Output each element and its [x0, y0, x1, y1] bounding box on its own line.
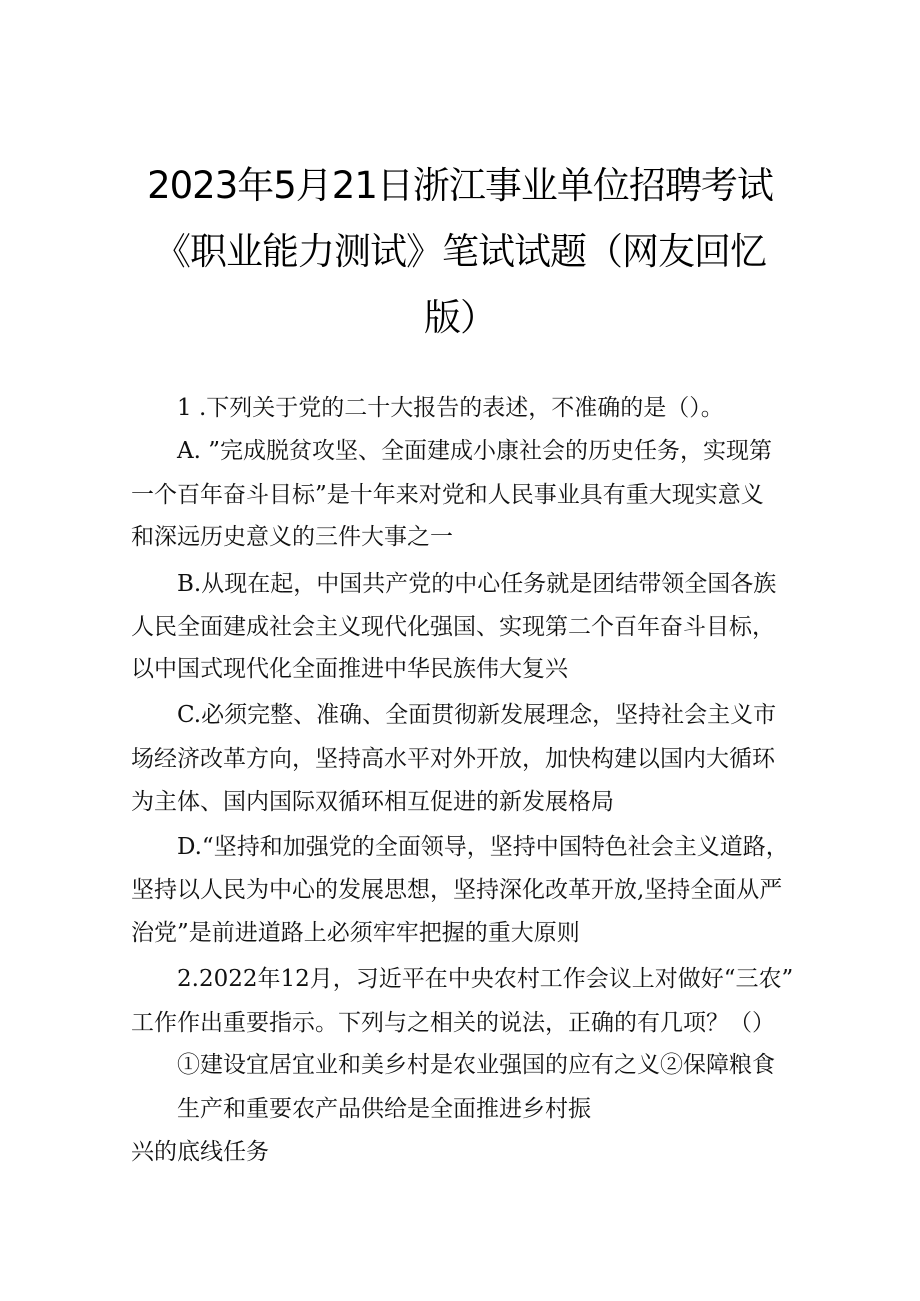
option-a-line-3: 和深远历史意义的三件大事之一 [131, 524, 453, 550]
statement-line-3: 兴的底线任务 [131, 1139, 269, 1165]
option-b-line-3: 以中国式现代化全面推进中华民族伟大复兴 [131, 656, 568, 682]
option-d-line-3: 治党”是前进道路上必须牢牢把握的重大原则 [131, 920, 580, 946]
statement-line-2: 生产和重要农产品供给是全面推进乡村振 [177, 1096, 591, 1122]
option-d-line-1: D.“坚持和加强党的全面领导，坚持中国特色社会主义道路， [177, 834, 789, 860]
option-c-line-1: C.必须完整、准确、全面贯彻新发展理念，坚持社会主义市 [177, 702, 777, 728]
statement-line-1: ①建设宜居宜业和美乡村是农业强国的应有之义②保障粮食 [177, 1052, 775, 1078]
option-b-line-1: B.从现在起，中国共产党的中心任务就是团结带领全国各族 [177, 571, 777, 597]
option-a-line-2: 一个百年奋斗目标”是十年来对党和人民事业具有重大现实意义 [131, 482, 764, 508]
option-d-line-2: 坚持以人民为中心的发展思想，坚持深化改革开放,坚持全面从严 [131, 877, 783, 903]
document-title-line-3: 版） [424, 296, 496, 339]
option-a-line-1: A. ”完成脱贫攻坚、全面建成小康社会的历史任务，实现第 [177, 438, 772, 464]
document-title-line-1: 2023年5月21日浙江事业单位招聘考试 [147, 164, 773, 207]
option-c-line-3: 为主体、国内国际双循环相互促进的新发展格局 [131, 789, 614, 815]
question-2-line-1: 2.2022年12月，习近平在中央农村工作会议上对做好“三农” [177, 966, 794, 992]
option-c-line-2: 场经济改革方向，坚持高水平对外开放，加快构建以国内大循环 [131, 746, 775, 772]
document-title-line-2: 《职业能力测试》笔试试题（网友回忆 [154, 230, 766, 273]
option-b-line-2: 人民全面建成社会主义现代化强国、实现第二个百年奋斗目标， [131, 614, 775, 640]
question-2-line-2: 工作作出重要指示。下列与之相关的说法，正确的有几项？（） [131, 1010, 775, 1036]
question-1-stem: 1 .下列关于党的二十大报告的表述，不准确的是（）。 [177, 395, 724, 421]
